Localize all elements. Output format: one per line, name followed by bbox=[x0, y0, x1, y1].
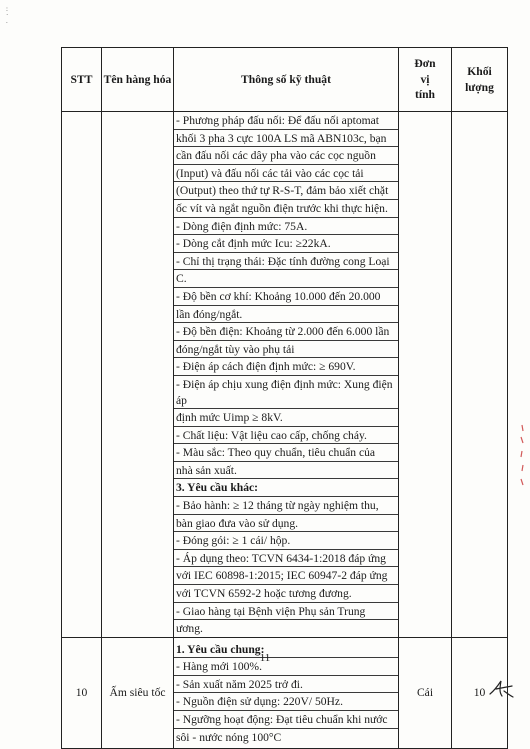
header-quantity-line: Khối bbox=[467, 64, 492, 78]
spec-line: - Sản xuất năm 2025 trở đi. bbox=[174, 676, 398, 694]
spec-line: (Output) theo thứ tự R-S-T, đảm bảo xiết chặt bbox=[174, 182, 398, 200]
spec-line: nhà sản xuất. bbox=[174, 462, 398, 480]
spec-line: - Điện áp chịu xung điện định mức: Xung điện áp bbox=[174, 376, 398, 409]
spec-line: - Áp dụng theo: TCVN 6434-1:2018 đáp ứng bbox=[174, 550, 398, 568]
cell-quantity: 10 bbox=[452, 637, 508, 748]
cell-stt: 10 bbox=[62, 637, 102, 748]
spec-line: - Dòng điện định mức: 75A. bbox=[174, 218, 398, 236]
cell-item-name: Ấm siêu tốc bbox=[102, 637, 174, 748]
spec-line: - Màu sắc: Theo quy chuẩn, tiêu chuẩn của bbox=[174, 444, 398, 462]
table-header-row bbox=[62, 48, 508, 112]
spec-line: - Giao hàng tại Bệnh viện Phụ sản Trung bbox=[174, 603, 398, 621]
spec-line: bàn giao đưa vào sử dụng. bbox=[174, 515, 398, 533]
cell-stt bbox=[62, 112, 102, 638]
cell-quantity bbox=[452, 112, 508, 638]
handwritten-initials bbox=[487, 678, 515, 700]
spec-line: sôi - nước nóng 100°C bbox=[176, 730, 282, 744]
header-specs: Thông số kỹ thuật bbox=[174, 48, 399, 112]
spec-table bbox=[61, 47, 508, 749]
cell-item-name bbox=[102, 112, 174, 638]
header-unit-line: vị bbox=[420, 72, 430, 86]
spec-line: cần đấu nối các dây pha vào các cọc nguồn bbox=[174, 147, 398, 165]
spec-line: 3. Yêu cầu khác: bbox=[174, 479, 398, 497]
spec-line: ốc vít và ngắt nguồn điện trước khi thực hiện. bbox=[174, 200, 398, 218]
spec-line: - Điện áp cách điện định mức: ≥ 690V. bbox=[174, 358, 398, 376]
spec-line: với IEC 60898-1:2015; IEC 60947-2 đáp ứng bbox=[174, 567, 398, 585]
spec-line: đóng/ngắt tùy vào phụ tải bbox=[174, 341, 398, 359]
spec-line: với TCVN 6592-2 hoặc tương đương. bbox=[174, 585, 398, 603]
spec-line: khối 3 pha 3 cực 100A LS mã ABN103c, bạn bbox=[174, 130, 398, 148]
spec-line: ương. bbox=[176, 622, 203, 636]
header-unit-line: tính bbox=[415, 88, 435, 102]
page-number: 11 bbox=[259, 652, 271, 664]
spec-line: - Đóng gói: ≥ 1 cái/ hộp. bbox=[174, 532, 398, 550]
header-unit bbox=[399, 48, 452, 112]
spec-line: - Chất liệu: Vật liệu cao cấp, chống cháy. bbox=[174, 427, 398, 445]
cell-unit: Cái bbox=[399, 637, 452, 748]
red-stamp-edge bbox=[519, 423, 525, 487]
scan-corner-marks: : · . bbox=[6, 5, 9, 25]
cell-specs bbox=[174, 112, 399, 638]
spec-line: - Độ bền cơ khí: Khoảng 10.000 đến 20.000 bbox=[174, 288, 398, 306]
spec-line: định mức Uimp ≥ 8kV. bbox=[174, 409, 398, 427]
spec-line: - Chỉ thị trạng thái: Đặc tính đường cong Loại bbox=[174, 253, 398, 271]
spec-line: (Input) và đấu nối các tải vào các cọc tải bbox=[174, 165, 398, 183]
spec-line: C. bbox=[174, 270, 398, 288]
table-row bbox=[62, 112, 508, 638]
spec-line: 1. Yêu cầu chung: bbox=[174, 641, 398, 659]
header-quantity-line: lượng bbox=[465, 80, 494, 94]
spec-line: - Độ bền điện: Khoảng từ 2.000 đến 6.000 lần bbox=[174, 323, 398, 341]
spec-line: - Hàng mới 100%. bbox=[174, 658, 398, 676]
spec-line: - Dòng cắt định mức Icu: ≥22kA. bbox=[174, 235, 398, 253]
spec-line: - Nguồn điện sử dụng: 220V/ 50Hz. bbox=[174, 693, 398, 711]
header-item-name: Tên hàng hóa bbox=[102, 48, 174, 112]
cell-unit bbox=[399, 112, 452, 638]
header-quantity bbox=[452, 48, 508, 112]
spec-line: - Ngưỡng hoạt động: Đạt tiêu chuẩn khi nước bbox=[174, 711, 398, 729]
spec-line: - Phương pháp đấu nối: Để đấu nối aptomat bbox=[174, 112, 398, 130]
header-stt: STT bbox=[62, 48, 102, 112]
spec-line: lần đóng/ngắt. bbox=[174, 306, 398, 324]
header-unit-line: Đơn bbox=[414, 57, 436, 71]
spec-line: - Bảo hành: ≥ 12 tháng từ ngày nghiệm thu, bbox=[174, 497, 398, 515]
